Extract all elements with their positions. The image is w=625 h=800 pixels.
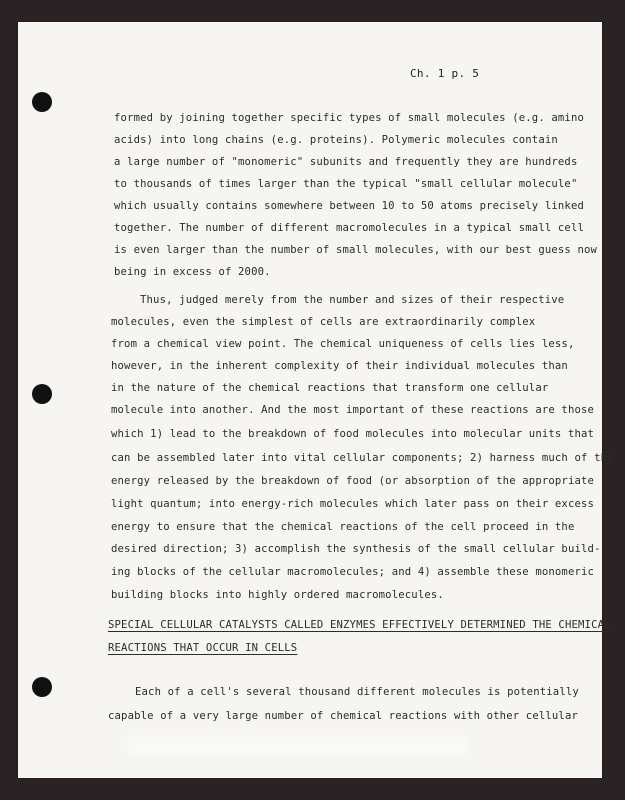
text-line: ing blocks of the cellular macromolecules; and 4) assemble these monomeric (111, 566, 595, 578)
page-number: Ch. 1 p. 5 (410, 67, 480, 80)
text-line: energy released by the breakdown of food (or absorption of the appropriate (111, 475, 595, 487)
text-line: light quantum; into energy-rich molecules which later pass on their excess (111, 498, 595, 510)
text-line: being in excess of 2000. (114, 266, 271, 278)
text-line: desired direction; 3) accomplish the synthesis of the small cellular build- (111, 543, 601, 555)
punch-hole-middle (32, 384, 52, 404)
text-line: from a chemical view point. The chemical uniqueness of cells lies less, (111, 338, 575, 350)
text-line: molecule into another. And the most important of these reactions are those (111, 404, 595, 416)
text-line: Each of a cell's several thousand different molecules is potentially (135, 686, 579, 698)
punch-hole-top (32, 92, 52, 112)
document-page (18, 22, 614, 778)
text-line: which 1) lead to the breakdown of food molecules into molecular units that (111, 428, 595, 440)
text-line: energy to ensure that the chemical reactions of the cell proceed in the (111, 521, 575, 533)
text-line: which usually contains somewhere between 10 to 50 atoms precisely linked (114, 200, 585, 212)
text-line: can be assembled later into vital cellular components; 2) harness much of the (111, 452, 614, 464)
text-line: molecules, even the simplest of cells are extraordinarily complex (111, 316, 536, 328)
section-heading: REACTIONS THAT OCCUR IN CELLS (108, 642, 298, 654)
text-line: acids) into long chains (e.g. proteins). Polymeric molecules contain (114, 134, 558, 146)
text-line: together. The number of different macromolecules in a typical small cell (114, 222, 585, 234)
text-line: however, in the inherent complexity of their individual molecules than (111, 360, 568, 372)
faded-text-strip (128, 736, 468, 754)
section-heading: SPECIAL CELLULAR CATALYSTS CALLED ENZYMES EFFECTIVELY DETERMINED THE CHEMICAL (108, 619, 611, 631)
text-line: to thousands of times larger than the typical "small cellular molecule" (114, 178, 578, 190)
text-line: a large number of "monomeric" subunits and frequently they are hundreds (114, 156, 578, 168)
punch-hole-bottom (32, 677, 52, 697)
text-line: building blocks into highly ordered macromolecules. (111, 589, 444, 601)
text-line: capable of a very large number of chemical reactions with other cellular (108, 710, 579, 722)
text-line: Thus, judged merely from the number and sizes of their respective (140, 294, 565, 306)
text-line: formed by joining together specific types of small molecules (e.g. amino (114, 112, 585, 124)
text-line: in the nature of the chemical reactions that transform one cellular (111, 382, 549, 394)
text-line: is even larger than the number of small molecules, with our best guess now (114, 244, 598, 256)
